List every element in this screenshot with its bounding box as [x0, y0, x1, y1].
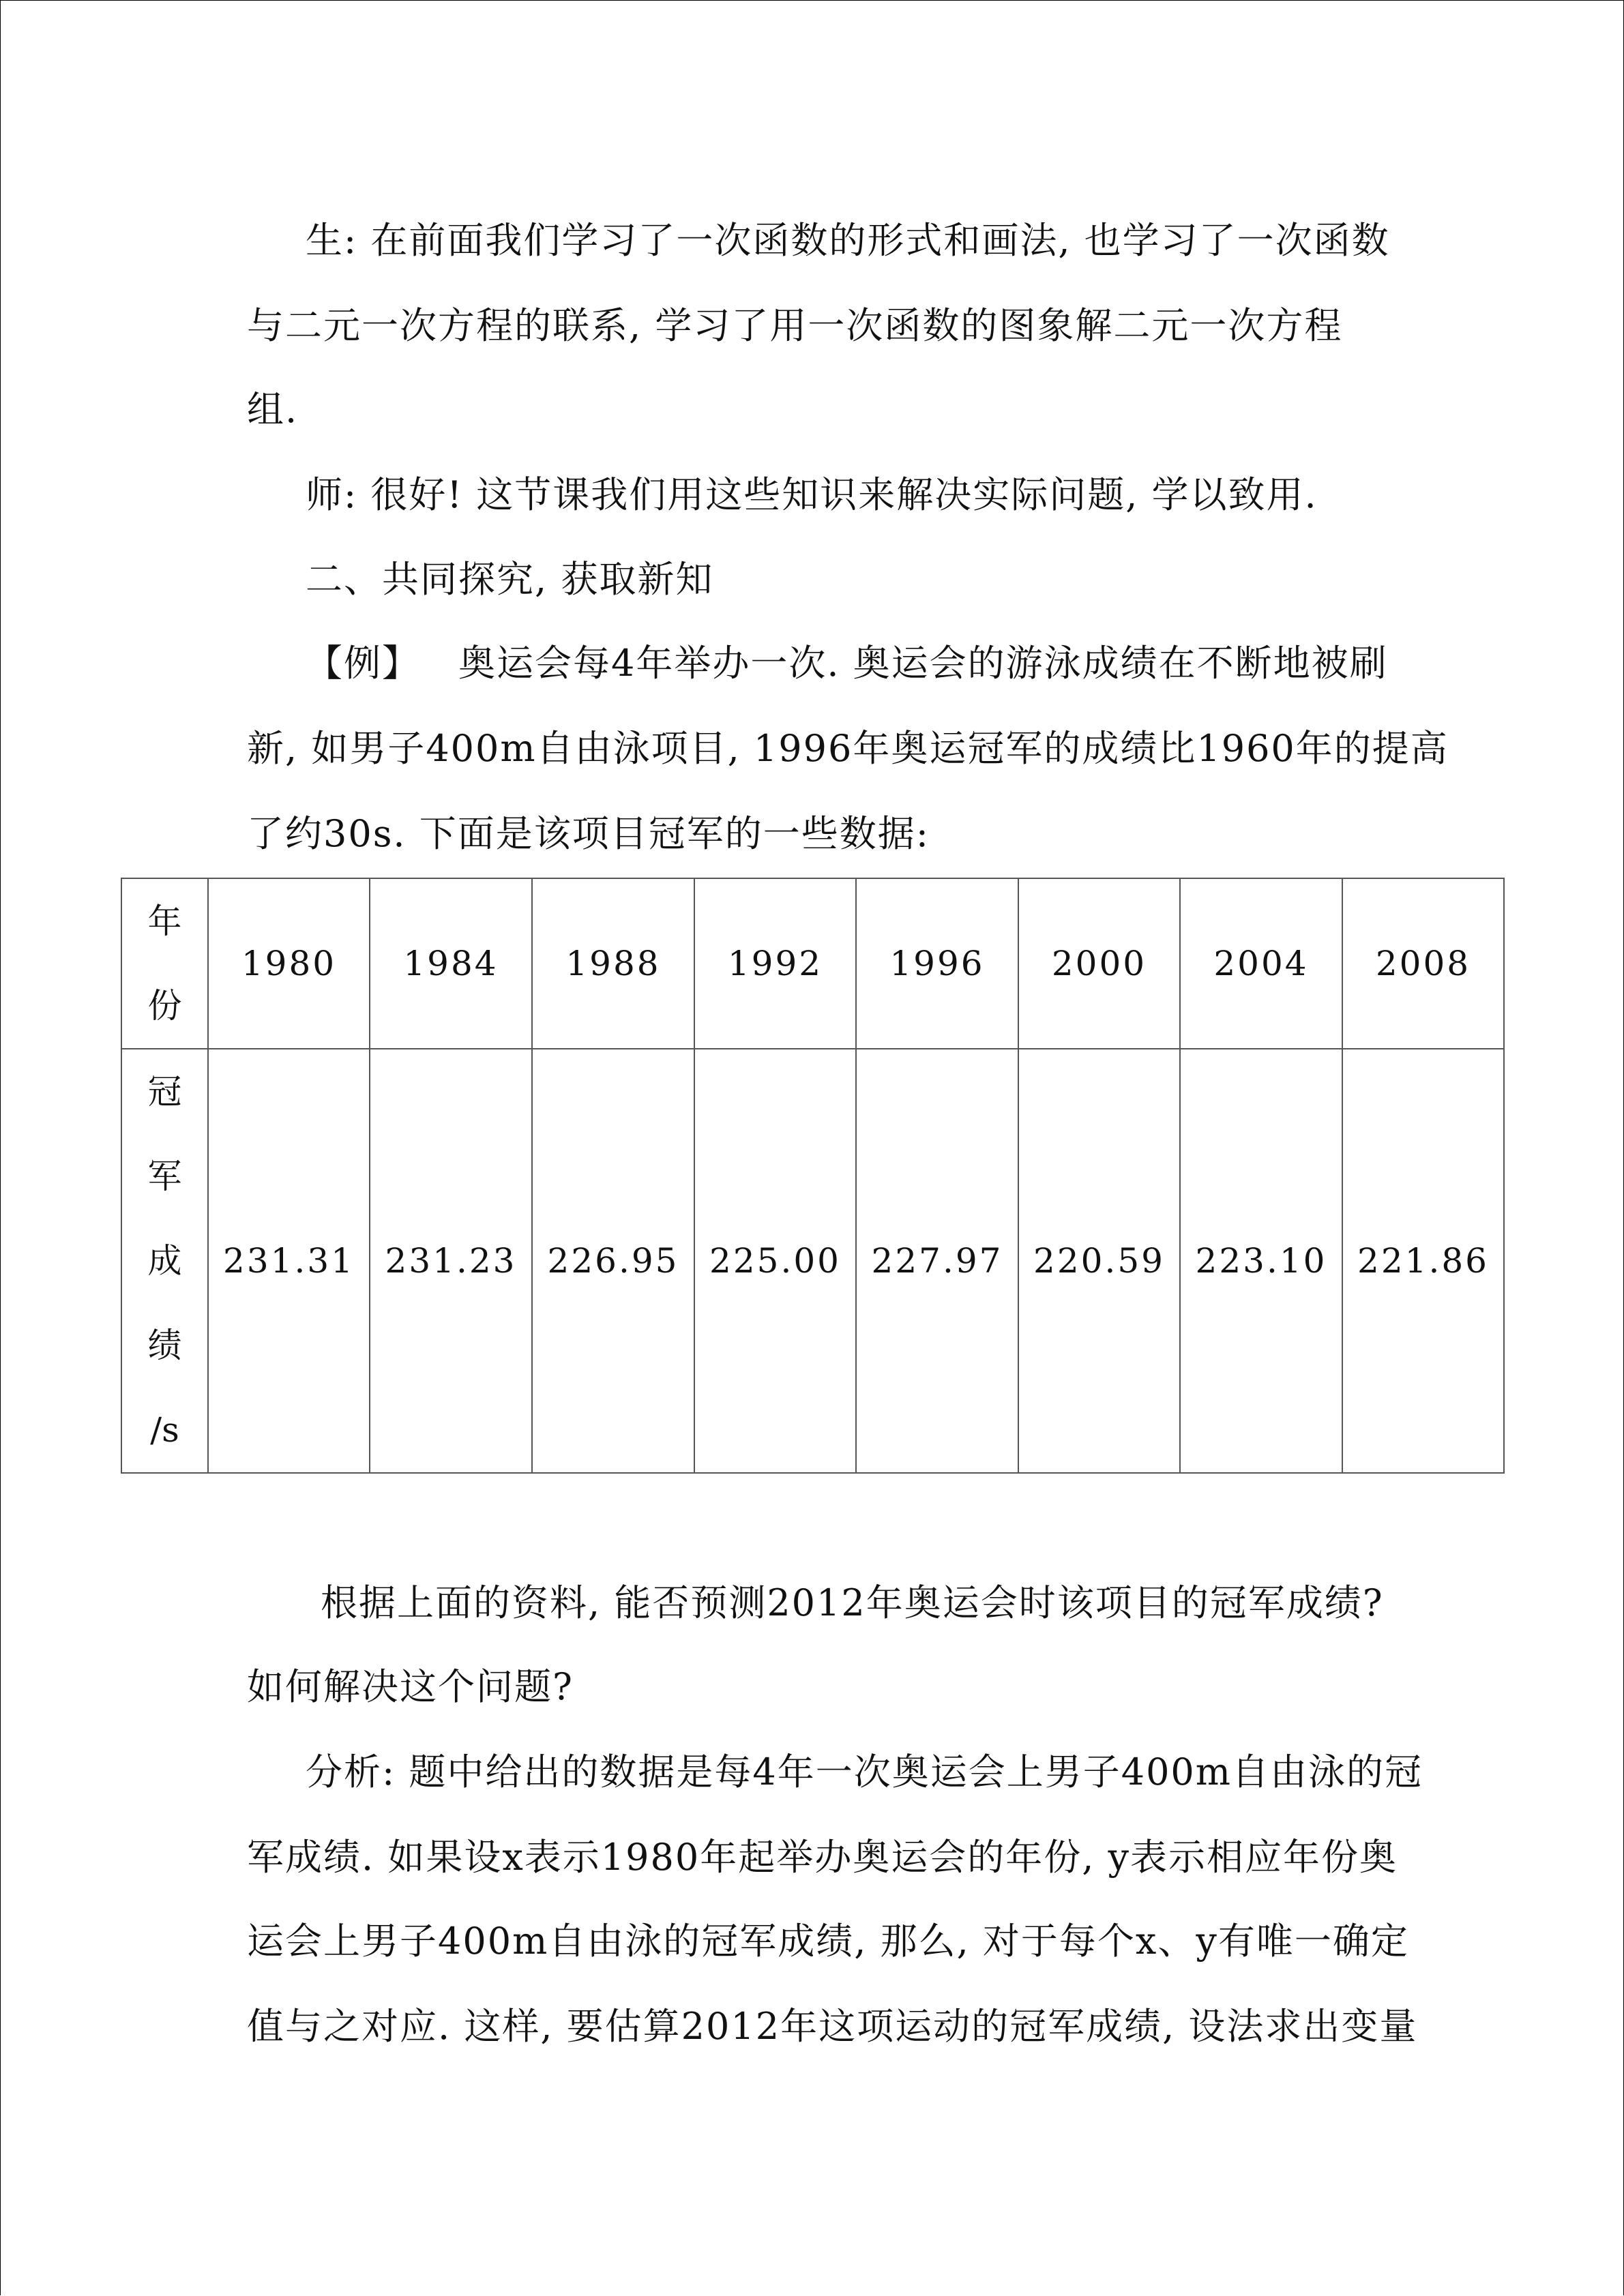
analysis-line3: 运会上男子400m自由泳的冠军成绩, 那么, 对于每个x、y有唯一确定 — [247, 1920, 1409, 1963]
year-cell: 2000 — [1018, 878, 1180, 1049]
paragraph-teacher: 师: 很好! 这节课我们用这些知识来解决实际问题, 学以致用. — [306, 473, 1318, 516]
row-header-score-char: 冠 — [147, 1072, 182, 1112]
year-cell: 1984 — [370, 878, 532, 1049]
score-cell: 226.95 — [532, 1049, 694, 1473]
year-cell: 1992 — [694, 878, 856, 1049]
paragraph-student-line3: 组. — [247, 388, 299, 431]
analysis-line4: 值与之对应. 这样, 要估算2012年这项运动的冠军成绩, 设法求出变量 — [247, 2005, 1418, 2048]
score-cell: 221.86 — [1342, 1049, 1504, 1473]
question-line2: 如何解决这个问题? — [247, 1665, 574, 1708]
analysis-line1: 分析: 题中给出的数据是每4年一次奥运会上男子400m自由泳的冠 — [306, 1750, 1423, 1793]
year-cell: 1980 — [208, 878, 370, 1049]
row-header-score-char: /s — [150, 1410, 179, 1450]
score-cell: 231.31 — [208, 1049, 370, 1473]
score-cell: 231.23 — [370, 1049, 532, 1473]
example-line3: 了约30s. 下面是该项目冠军的一些数据: — [247, 812, 930, 855]
row-header-year-char: 份 — [147, 986, 182, 1026]
score-cell: 225.00 — [694, 1049, 856, 1473]
example-line2: 新, 如男子400m自由泳项目, 1996年奥运冠军的成绩比1960年的提高 — [247, 727, 1449, 770]
analysis-line2: 军成绩. 如果设x表示1980年起举办奥运会的年份, y表示相应年份奥 — [247, 1836, 1398, 1879]
row-header-score-char: 军 — [147, 1157, 182, 1196]
example-tag: 【例】 — [306, 642, 420, 685]
question-line1: 根据上面的资料, 能否预测2012年奥运会时该项目的冠军成绩? — [321, 1581, 1384, 1624]
year-cell: 2004 — [1180, 878, 1342, 1049]
section-title: 二、共同探究, 获取新知 — [306, 558, 714, 601]
table-row-scores — [121, 1049, 1504, 1473]
row-header-score — [121, 1049, 208, 1473]
row-header-score-char: 绩 — [147, 1326, 182, 1365]
score-cell: 223.10 — [1180, 1049, 1342, 1473]
paragraph-student-line1: 生: 在前面我们学习了一次函数的形式和画法, 也学习了一次函数 — [306, 219, 1390, 262]
row-header-year — [121, 878, 208, 1049]
score-cell: 227.97 — [856, 1049, 1018, 1473]
table-row-years — [121, 878, 1504, 1049]
row-header-year-char: 年 — [147, 901, 182, 941]
year-cell: 1996 — [856, 878, 1018, 1049]
data-table — [121, 878, 1505, 1474]
row-header-score-char: 成 — [147, 1241, 182, 1281]
score-cell: 220.59 — [1018, 1049, 1180, 1473]
paragraph-student-line2: 与二元一次方程的联系, 学习了用一次函数的图象解二元一次方程 — [247, 304, 1343, 347]
year-cell: 1988 — [532, 878, 694, 1049]
year-cell: 2008 — [1342, 878, 1504, 1049]
example-line1: 奥运会每4年举办一次. 奥运会的游泳成绩在不断地被刷 — [458, 642, 1388, 685]
